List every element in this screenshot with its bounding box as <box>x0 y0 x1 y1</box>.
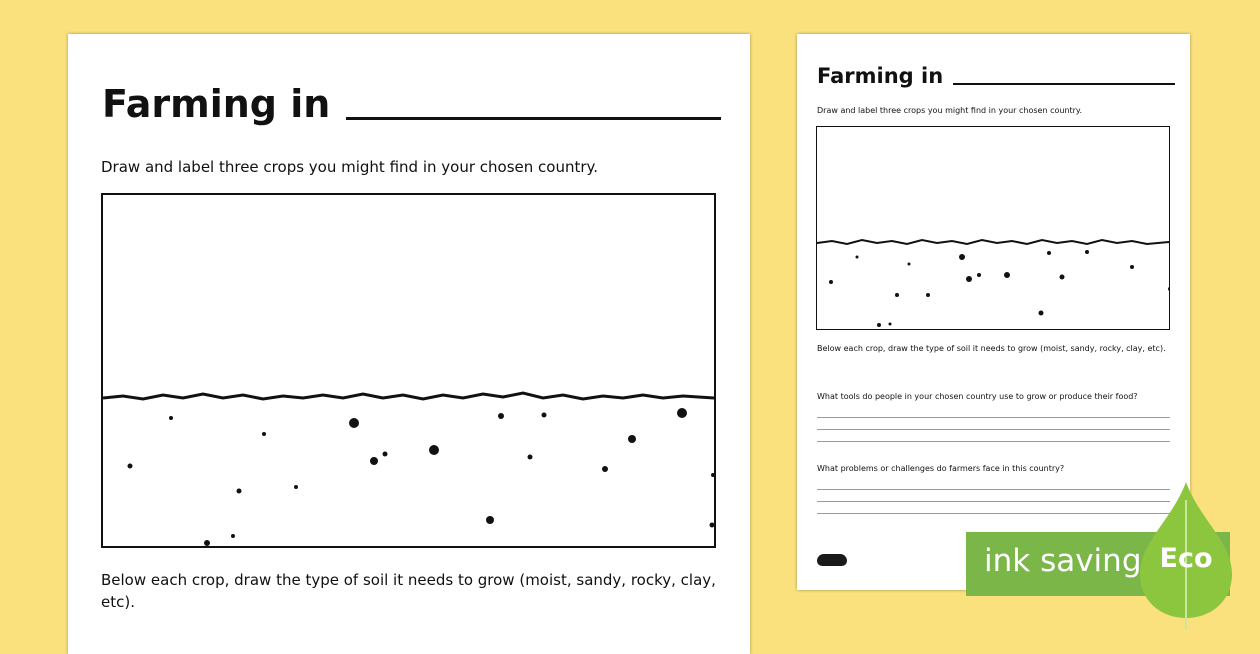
worksheet-title: Farming in <box>102 82 331 126</box>
crop-instruction: Draw and label three crops you might find in your chosen country. <box>817 106 1083 115</box>
soil-instruction: Below each crop, draw the type of soil it needs to grow (moist, sandy, rocky, clay, etc). <box>817 344 1166 353</box>
question-tools: What tools do people in your chosen country use to grow or produce their food? <box>817 392 1138 401</box>
country-blank-line <box>953 83 1175 85</box>
worksheet-title-row <box>817 64 1175 88</box>
soil-instruction: Below each crop, draw the type of soil it needs to grow (moist, sandy, rocky, clay, etc). <box>101 571 716 611</box>
question-problems: What problems or challenges do farmers face in this country? <box>817 464 1065 473</box>
soil-line <box>103 393 714 399</box>
crop-instruction: Draw and label three crops you might find in your chosen country. <box>101 158 599 176</box>
ink-saving-label: ink saving <box>984 543 1142 579</box>
answer-lines-problems <box>817 478 1170 514</box>
worksheet-title: Farming in <box>817 64 944 88</box>
eco-leaf-badge <box>1138 480 1234 630</box>
crop-drawing-box <box>816 126 1170 330</box>
worksheet-title-row <box>102 82 721 126</box>
soil-line <box>817 240 1169 244</box>
soil-illustration <box>103 195 714 546</box>
answer-lines-tools <box>817 406 1170 442</box>
crop-drawing-box <box>101 193 716 548</box>
soil-illustration <box>817 127 1169 329</box>
worksheet-large <box>68 34 750 654</box>
publisher-logo <box>817 554 847 566</box>
eco-label: Eco <box>1159 543 1213 574</box>
worksheet-small <box>797 34 1190 590</box>
country-blank-line <box>346 117 721 120</box>
